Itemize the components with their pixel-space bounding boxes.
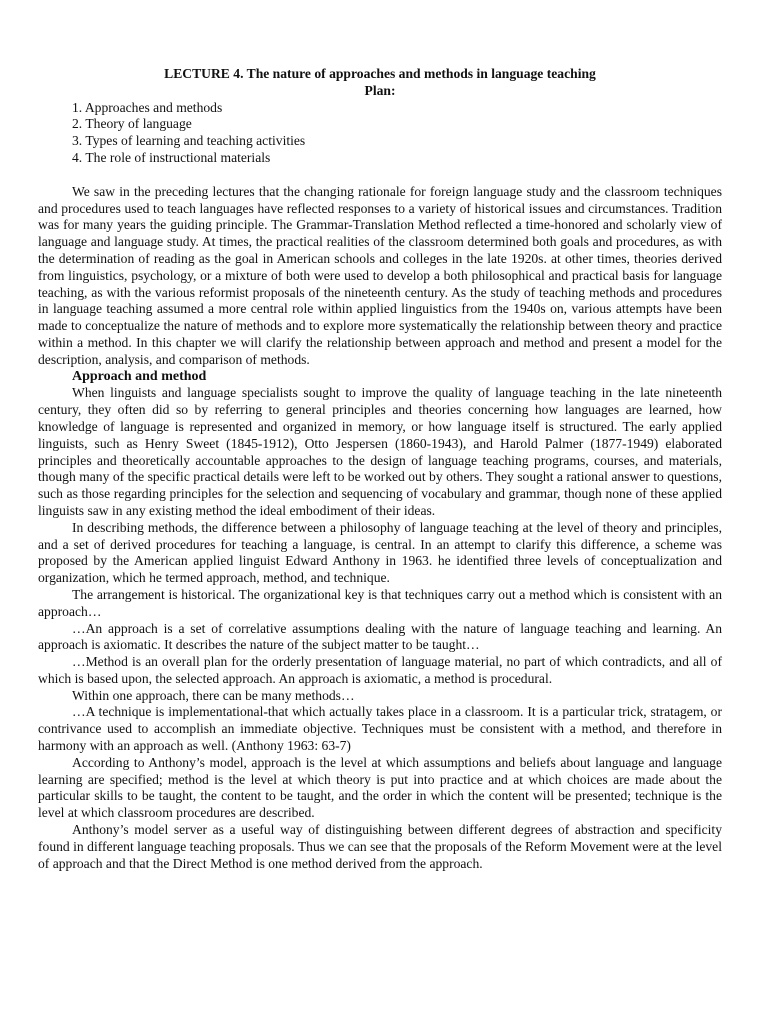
lecture-title: LECTURE 4. The nature of approaches and methods in language teaching bbox=[164, 66, 596, 81]
body-paragraph: According to Anthony’s model, approach is the level at which assumptions and beliefs about language and language learning are specified; method is the level at which theory is put into practice and at which choices are made about the particular skills to be taught, the content to be taught, and the order in which the content will be presented; technique is the level at which classroom procedures are described. bbox=[38, 754, 722, 821]
blank-line bbox=[38, 167, 722, 184]
quote-paragraph: …An approach is a set of correlative assumptions dealing with the nature of language teaching and learning. An approach is axiomatic. It describes the nature of the subject matter to be taught… bbox=[38, 620, 722, 653]
plan-label: Plan: bbox=[364, 82, 396, 98]
quote-paragraph: …Method is an overall plan for the orderly presentation of language material, no part of which contradicts, and all of which is based upon, the selected approach. An approach is axiomatic, a method is procedural. bbox=[38, 654, 722, 686]
quote-paragraph: Within one approach, there can be many methods… bbox=[72, 687, 355, 703]
body-paragraph: Anthony’s model server as a useful way of distinguishing between different degrees of abstraction and specificity found in different language teaching proposals. Thus we can see that the proposals of the Reform Movement were at the level of approach and that the Direct Method is one method derived from the approach. bbox=[38, 822, 722, 871]
quote-paragraph: …A technique is implementational-that which actually takes place in a classroom. It is a particular trick, stratagem, or contrivance used to accomplish an immediate objective. Techniques must be consistent with a method, and therefore in harmony with an approach as well. (Anthony 1963: 63-7) bbox=[38, 704, 722, 754]
plan-item: 3. Types of learning and teaching activities bbox=[72, 133, 306, 149]
plan-item: 1. Approaches and methods bbox=[72, 99, 223, 115]
plan-item: 4. The role of instructional materials bbox=[72, 149, 271, 165]
intro-paragraph: We saw in the preceding lectures that the changing rationale for foreign language study and the classroom techniques and procedures used to teach languages have reflected responses to a variety of historical issues and circumstances. Tradition was for many years the guiding principle. The Grammar-Translation Method reflected a time-honored and scholarly view of language and language study. At times, the practical realities of the classroom determined both goals and procedures, as with the determination of reading as the goal in American schools and colleges in the late 1920s. at other times, theories derived from linguistics, psychology, or a mixture of both were used to develop a both philosophical and practical basis for language teaching, as with the various reformist proposals of the nineteenth century. As the study of teaching methods and procedures in language teaching assumed a more central role within applied linguistics from the 1940s on, various attempts have been made to conceptualize the nature of methods and to explore more systematically the relationship between theory and practice within a method. In this chapter we will clarify the relationship between approach and method and present a model for the description, analysis, and comparison of methods. bbox=[38, 183, 722, 367]
body-paragraph: In describing methods, the difference between a philosophy of language teaching at the level of theory and principles, and a set of derived procedures for teaching a language, is central. In an attempt to clarify this difference, a scheme was proposed by the American applied linguist Edward Anthony in 1963. he identified three levels of conceptualization and organization, which he termed approach, method, and technique. bbox=[38, 519, 722, 586]
body-paragraph: The arrangement is historical. The organizational key is that techniques carry out a method which is consistent with an approach… bbox=[38, 586, 722, 619]
plan-item: 2. Theory of language bbox=[72, 116, 192, 132]
body-paragraph: When linguists and language specialists sought to improve the quality of language teaching in the late nineteenth century, they often did so by referring to general principles and theories concerning how languages are learned, how knowledge of language is represented and organized in memory, or how language itself is structured. The early applied linguists, such as Henry Sweet (1845-1912), Otto Jespersen (1860-1943), and Harold Palmer (1877-1949) elaborated principles and theoretically accountable approaches to the design of language teaching programs, courses, and materials, though many of the specific practical details were left to be worked out by others. They sought a rational answer to questions, such as those regarding principles for the selection and sequencing of vocabulary and grammar, though none of these applied linguists saw in any existing method the ideal embodiment of their ideas. bbox=[38, 385, 722, 518]
plan-list bbox=[38, 100, 722, 167]
section-heading: Approach and method bbox=[72, 368, 207, 384]
